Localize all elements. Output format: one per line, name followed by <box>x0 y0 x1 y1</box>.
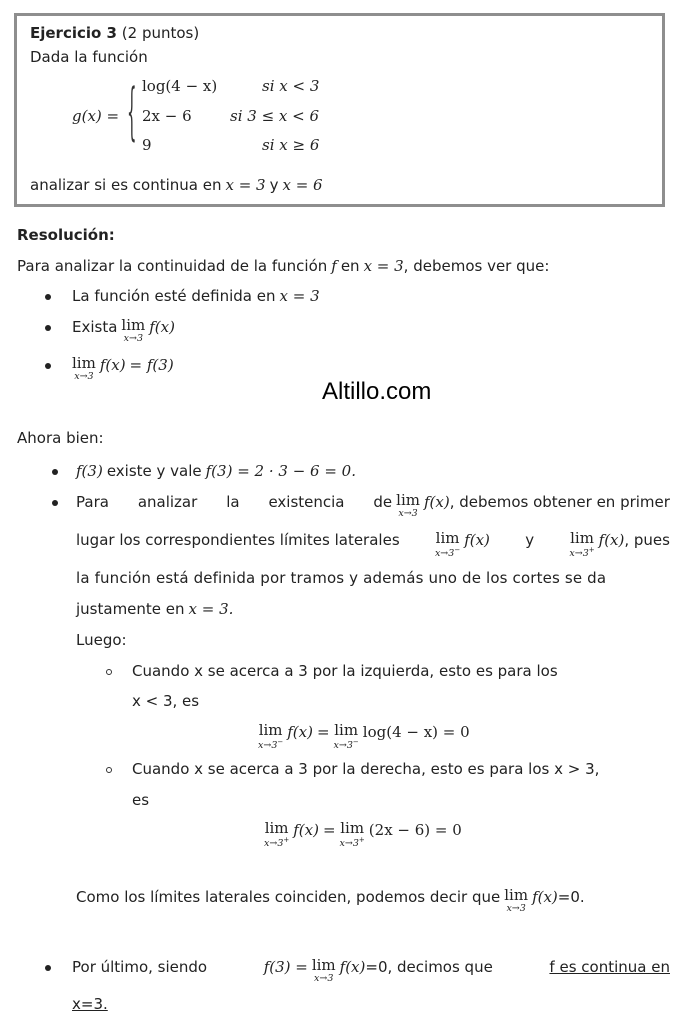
right-limit: lim x→3+ <box>569 529 595 560</box>
condition-limit-exists: Exista lim x→3 f(x) <box>72 316 175 344</box>
bullet-dot <box>45 363 51 369</box>
right-approach-text-2: es <box>132 791 150 809</box>
exercise-heading <box>30 24 199 42</box>
limits-coincide: Como los límites laterales coinciden, podemos decir que lim x→3 f(x)=0. <box>76 886 585 914</box>
lateral-limits-line-4: justamente en x = 3. <box>76 600 234 618</box>
condition-limit-equals: lim x→3 f(x) = f(3) <box>72 354 174 382</box>
exercise-task: analizar si es continua en x = 3 y x = 6 <box>30 176 323 194</box>
limit-expression: lim x→3 <box>121 316 146 344</box>
resolution-intro: Para analizar la continuidad de la función f en x = 3, debemos ver que: <box>17 257 550 275</box>
lateral-limits-line-1: Para analizar la existencia de lim x→3 f(x), debemos obtener en primer <box>76 491 670 519</box>
piece-3-cond: si x ≥ 6 <box>262 136 320 154</box>
f3-value-item: f(3) existe y vale f(3) = 2 · 3 − 6 = 0. <box>76 462 356 480</box>
bullet-dot <box>45 325 51 331</box>
lateral-limits-line-2: lugar los correspondientes límites laterales lim x→3− f(x) y lim x→3+ f(x), pues <box>76 529 670 560</box>
piece-2-cond: si 3 ≤ x < 6 <box>230 107 320 125</box>
left-approach-text: Cuando x se acerca a 3 por la izquierda, esto es para los <box>132 662 558 680</box>
bullet-dot <box>45 965 51 971</box>
lateral-limits-line-3: la función está definida por tramos y además uno de los cortes se da <box>76 569 607 587</box>
left-limit-equation: lim x→3− f(x) = lim x→3− log(4 − x) = 0 <box>258 721 470 752</box>
watermark: Altillo.com <box>322 378 432 405</box>
piece-1-expr: log(4 − x) <box>142 77 218 95</box>
condition-defined: La función esté definida en x = 3 <box>72 287 320 305</box>
bullet-dot <box>52 500 58 506</box>
piece-1-cond: si x < 3 <box>262 77 320 95</box>
piecewise-brace: { <box>127 75 137 149</box>
final-conclusion-line-2: x=3. <box>72 995 108 1013</box>
sub-bullet-circle <box>106 767 112 773</box>
bullet-dot <box>52 469 58 475</box>
left-limit: lim x→3− <box>434 529 461 560</box>
exercise-title: Ejercicio 3 <box>30 24 117 42</box>
exercise-points: (2 puntos) <box>121 24 200 42</box>
bullet-dot <box>45 294 51 300</box>
left-approach-text-2: x < 3, es <box>132 692 200 710</box>
piece-2-expr: 2x − 6 <box>142 107 192 125</box>
right-approach-text: Cuando x se acerca a 3 por la derecha, esto es para los x > 3, <box>132 760 600 778</box>
final-conclusion-line-1: Por último, siendo f(3) = lim x→3 f(x)=0, decimos que f es continua en <box>72 956 670 984</box>
exercise-intro: Dada la función <box>30 48 148 66</box>
limit-expression: lim x→3 <box>72 354 96 382</box>
function-name: g(x) = <box>72 107 120 125</box>
piece-3-expr: 9 <box>142 136 152 154</box>
right-limit-equation: lim x→3+ f(x) = lim x→3+ (2x − 6) = 0 <box>264 819 462 850</box>
ahora-bien: Ahora bien: <box>17 429 104 447</box>
resolution-heading: Resolución: <box>17 226 115 244</box>
luego-label: Luego: <box>76 631 127 649</box>
sub-bullet-circle <box>106 669 112 675</box>
